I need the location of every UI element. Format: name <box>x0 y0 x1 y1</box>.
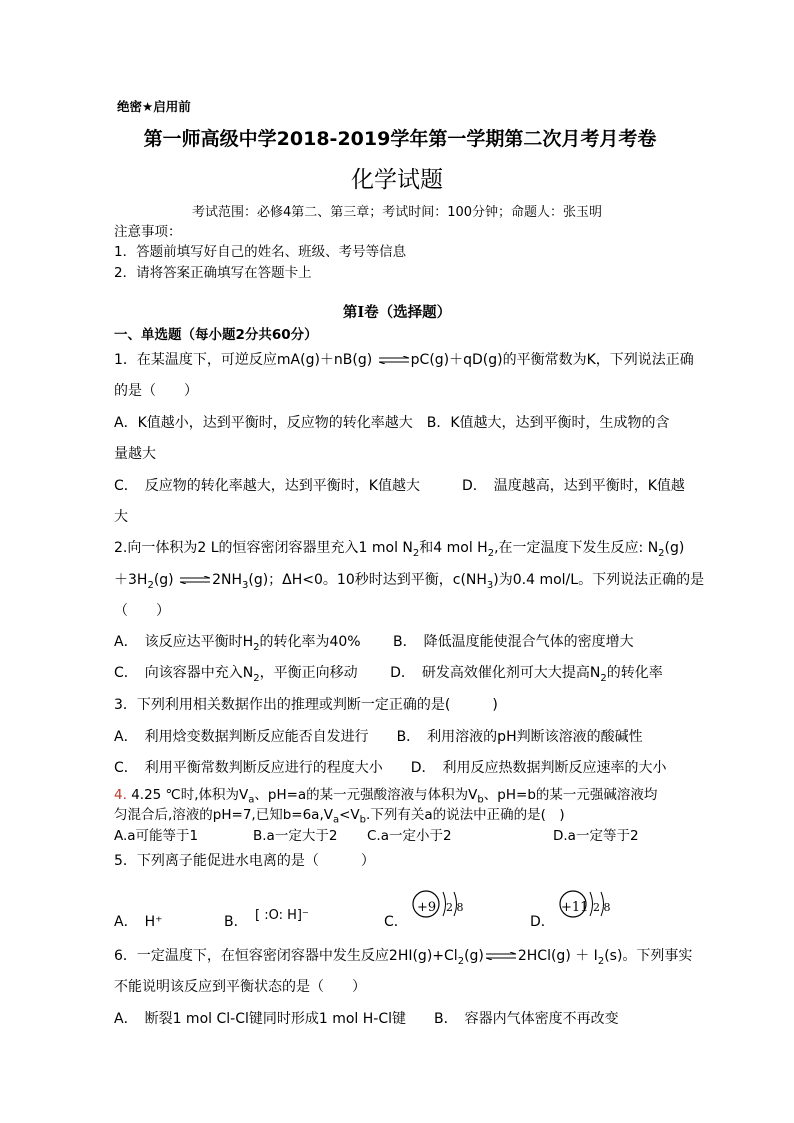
question-6-options-ab: A． 断裂1 mol Cl-Cl键同时形成1 mol H-Cl键 B． 容器内气体密度不再改变 <box>114 1011 619 1027</box>
question-2-stem-end: （ ） <box>114 603 170 619</box>
q2-text: (g) <box>664 540 685 556</box>
subscript: 2 <box>658 547 665 559</box>
question-3-options-cd: C． 利用平衡常数判断反应进行的程度大小 D． 利用反应热数据判断反应速率的大小 <box>114 760 667 776</box>
question-4-stem-2 <box>114 805 565 825</box>
q2-text: ，平衡正向移动 D． 研发高效催化剂可大大提高N <box>259 665 601 681</box>
subscript: 2 <box>487 547 495 559</box>
q2-text: 的转化率为40% B． 降低温度能使混合气体的密度增大 <box>259 634 634 650</box>
question-5-option-b-label: B． <box>224 914 248 930</box>
q6-text: (g) <box>464 948 484 964</box>
question-3-stem: 3．下列利用相关数据作出的推理或判断一定正确的是( ) <box>114 697 498 713</box>
subscript: b <box>359 814 367 826</box>
question-4-stem <box>114 785 657 805</box>
q6-text: 2HCl(g) ＋ I <box>517 948 598 964</box>
notice-item-2: 2．请将答案正确填写在答题卡上 <box>114 265 312 281</box>
q4-text: 、pH=b的某一元强碱溶液均 <box>483 787 658 803</box>
sodium-shells-label: 2 8 <box>593 901 611 914</box>
question-4-option-a: A.a可能等于1 <box>114 828 199 844</box>
question-5-option-c-label: C． <box>384 914 408 930</box>
q2-text: 2.向一体积为2 L的恒容密闭容器里充入1 mol N <box>114 540 413 556</box>
subscript: 2 <box>600 672 607 684</box>
subscript: a <box>248 794 255 806</box>
q2-text: 2NH <box>212 572 242 588</box>
q2-text: 的转化率 <box>606 665 663 681</box>
q2-text: 和4 mol H <box>419 540 488 556</box>
q1-stem-part-a: 1．在某温度下，可逆反应mA(g)＋nB(g) <box>114 352 377 368</box>
exam-info: 考试范围：必修4第二、第三章；考试时间：100分钟；命题人：张玉明 <box>191 205 603 220</box>
question-5-option-d-label: D． <box>530 914 555 930</box>
fluoride-shells-label: 2 8 <box>446 901 464 914</box>
part-title: 一、单选题（每小题2分共60分） <box>114 327 318 343</box>
subscript: b <box>477 794 484 806</box>
notice-title: 注意事项： <box>114 224 182 240</box>
question-5-option-a: A． H⁺ <box>114 914 163 930</box>
subscript: 2 <box>147 579 154 591</box>
question-1-stem-end: 的是（ ） <box>114 383 198 399</box>
q2-text: C． 向该容器中充入N <box>114 665 254 681</box>
question-1-option-b-cont: 量越大 <box>114 446 156 462</box>
q4-text: 匀混合后,溶液的pH=7,已知b=6a,V <box>114 807 333 823</box>
q4-text: .下列有关a的说法中正确的是( ) <box>366 807 565 823</box>
q4-text: 、pH=a的某一元强酸溶液与体积为V <box>254 787 478 803</box>
subscript: 2 <box>457 955 465 967</box>
subscript: 2 <box>412 547 420 559</box>
q6-text: (s)。下列事实 <box>604 948 693 964</box>
equilibrium-arrow-icon <box>379 356 409 364</box>
subject-title: 化学试题 <box>351 167 443 193</box>
question-1-options-ab: A．K值越小，达到平衡时，反应物的转化率越大 B．K值越大，达到平衡时，生成物的含 <box>114 415 670 431</box>
question-2-stem-2 <box>114 570 704 590</box>
subscript: 3 <box>242 579 249 591</box>
subscript: 2 <box>253 641 260 653</box>
question-4-option-b: B.a一定大于2 <box>253 828 338 844</box>
q2-text: (g)；ΔH<0。10秒时达到平衡，c(NH <box>248 572 487 588</box>
question-2-options-ab <box>114 632 634 652</box>
equilibrium-arrow-icon <box>180 576 210 584</box>
fluoride-nucleus-label: +9 <box>417 900 437 915</box>
hydroxide-structure: [ :O: H]⁻ <box>255 908 309 923</box>
question-6-stem-end: 不能说明该反应到平衡状态的是（ ） <box>114 979 366 995</box>
question-6-stem <box>114 946 692 966</box>
question-4-option-c: C.a一定小于2 <box>367 828 452 844</box>
q2-text: )为0.4 mol/L。下列说法正确的是 <box>493 572 705 588</box>
q6-text: 6．一定温度下，在恒容密闭容器中发生反应2HI(g)+Cl <box>114 948 458 964</box>
subscript: a <box>332 814 340 826</box>
confidential-mark: 绝密★启用前 <box>117 99 191 114</box>
sodium-nucleus-label: +11 <box>561 900 589 915</box>
q4-text: 4.25 ℃时,体积为V <box>131 787 249 803</box>
subscript: 2 <box>253 672 260 684</box>
subscript: 2 <box>597 955 605 967</box>
question-5-stem: 5．下列离子能促进水电离的是（ ） <box>114 853 375 869</box>
q4-number: 4. <box>114 787 127 803</box>
question-1-option-d-cont: 大 <box>114 509 128 525</box>
q4-text: <V <box>339 807 360 823</box>
notice-item-1: 1．答题前填写好自己的姓名、班级、考号等信息 <box>114 244 407 260</box>
question-2-options-cd <box>114 663 663 683</box>
section-title: 第I卷（选择题） <box>342 304 452 321</box>
question-1-options-cd: C． 反应物的转化率越大，达到平衡时，K值越大 D． 温度越高，达到平衡时，K值越 <box>114 478 685 494</box>
q2-text: A． 该反应达平衡时H <box>114 634 254 650</box>
q1-stem-part-b: pC(g)＋qD(g)的平衡常数为K，下列说法正确 <box>410 352 694 368</box>
q2-text: ,在一定温度下发生反应: N <box>494 540 659 556</box>
q2-text: ＋3H <box>114 572 148 588</box>
exam-title: 第一师高级中学2018-2019学年第一学期第二次月考月考卷 <box>143 128 657 150</box>
q2-text: (g) <box>153 572 179 588</box>
question-1-stem <box>114 350 694 370</box>
subscript: 3 <box>486 579 494 591</box>
equilibrium-arrow-icon <box>486 952 516 960</box>
question-2-stem <box>114 538 684 558</box>
question-4-option-d: D.a一定等于2 <box>553 828 639 844</box>
question-3-options-ab: A． 利用焓变数据判断反应能否自发进行 B． 利用溶液的pH判断该溶液的酸碱性 <box>114 729 643 745</box>
